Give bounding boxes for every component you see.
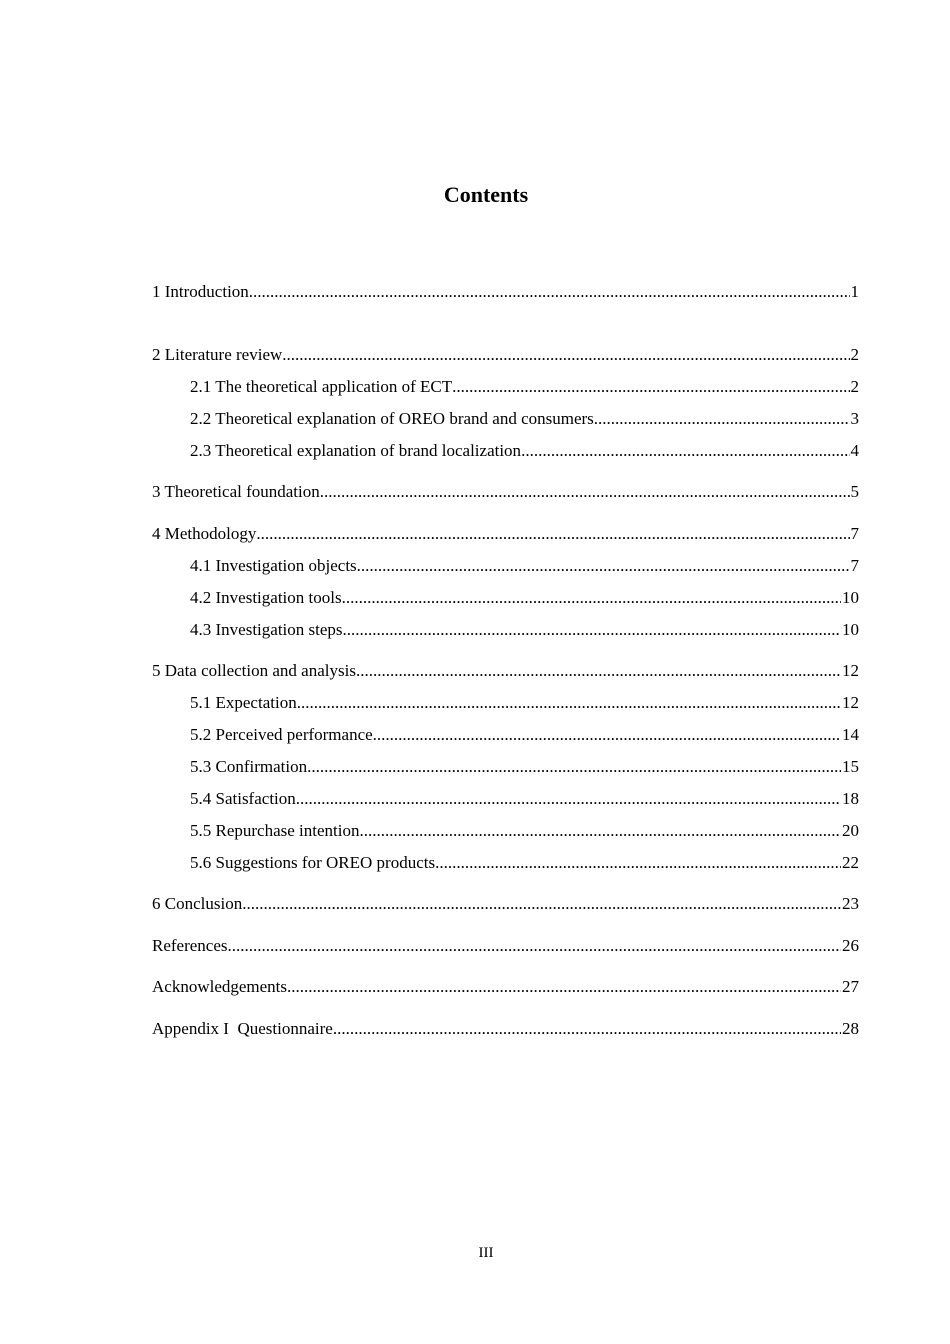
toc-entry-label: 4 Methodology bbox=[152, 524, 257, 543]
toc-entry-label: 2.3 Theoretical explanation of brand localization bbox=[190, 441, 522, 460]
toc-entry-data-collection[interactable] bbox=[152, 660, 859, 682]
toc-entry-page: 5 bbox=[850, 482, 859, 501]
toc-leader-dots bbox=[256, 523, 849, 545]
toc-entry-page: 3 bbox=[850, 409, 859, 428]
toc-entry-oreo-brand-consumers[interactable] bbox=[190, 408, 859, 430]
toc-entry-investigation-tools[interactable] bbox=[190, 587, 859, 609]
toc-entry-page: 10 bbox=[842, 620, 859, 639]
toc-entry-label: 4.2 Investigation tools bbox=[190, 588, 342, 607]
toc-leader-dots bbox=[228, 935, 841, 957]
toc-entry-satisfaction[interactable] bbox=[190, 788, 859, 810]
toc-entry-page: 2 bbox=[850, 345, 859, 364]
toc-entry-label: 1 Introduction bbox=[152, 282, 249, 301]
toc-leader-dots bbox=[307, 756, 841, 778]
toc-entry-expectation[interactable] bbox=[190, 692, 859, 714]
toc-entry-page: 7 bbox=[850, 524, 859, 543]
toc-entry-page: 12 bbox=[842, 693, 859, 712]
toc-leader-dots bbox=[435, 852, 841, 874]
toc-entry-label: 4.1 Investigation objects bbox=[190, 556, 357, 575]
toc-leader-dots bbox=[360, 820, 842, 842]
toc-leader-dots bbox=[296, 788, 841, 810]
toc-leader-dots bbox=[357, 555, 850, 577]
toc-entry-page: 1 bbox=[850, 282, 859, 301]
toc-entry-page: 27 bbox=[842, 977, 859, 996]
toc-entry-page: 23 bbox=[842, 894, 859, 913]
toc-entry-label: 5.3 Confirmation bbox=[190, 757, 308, 776]
toc-entry-page: 15 bbox=[842, 757, 859, 776]
toc-leader-dots bbox=[521, 440, 849, 462]
toc-entry-label: 6 Conclusion bbox=[152, 894, 243, 913]
toc-entry-label: 5.1 Expectation bbox=[190, 693, 297, 712]
toc-leader-dots bbox=[242, 893, 841, 915]
toc-entry-perceived-performance[interactable] bbox=[190, 724, 859, 746]
toc-entry-label: Appendix I Questionnaire bbox=[152, 1019, 333, 1038]
toc-leader-dots bbox=[594, 408, 850, 430]
toc-leader-dots bbox=[282, 344, 849, 366]
toc-entry-introduction[interactable] bbox=[152, 281, 859, 303]
toc-entry-page: 12 bbox=[842, 661, 859, 680]
toc-entry-page: 26 bbox=[842, 936, 859, 955]
toc-entry-page: 10 bbox=[842, 588, 859, 607]
toc-entry-page: 7 bbox=[850, 556, 859, 575]
toc-leader-dots bbox=[452, 376, 849, 398]
toc-entry-conclusion[interactable] bbox=[152, 893, 859, 915]
toc-entry-page: 20 bbox=[842, 821, 859, 840]
toc-entry-label: 2.2 Theoretical explanation of OREO brand and consumers bbox=[190, 409, 594, 428]
toc-entry-confirmation[interactable] bbox=[190, 756, 859, 778]
toc-entry-label: 2.1 The theoretical application of ECT bbox=[190, 377, 453, 396]
toc-entry-ect-application[interactable] bbox=[190, 376, 859, 398]
toc-leader-dots bbox=[373, 724, 841, 746]
toc-leader-dots bbox=[343, 619, 841, 641]
page-number: III bbox=[478, 1245, 494, 1261]
toc-entry-label: 5.2 Perceived performance bbox=[190, 725, 373, 744]
toc-leader-dots bbox=[333, 1018, 841, 1040]
toc-entry-label: 5.6 Suggestions for OREO products bbox=[190, 853, 436, 872]
toc-entry-page: 2 bbox=[850, 377, 859, 396]
toc-entry-label: 4.3 Investigation steps bbox=[190, 620, 343, 639]
toc-entry-methodology[interactable] bbox=[152, 523, 859, 545]
toc-entry-literature-review[interactable] bbox=[152, 344, 859, 366]
table-of-contents bbox=[152, 0, 859, 1344]
toc-entry-page: 14 bbox=[842, 725, 859, 744]
toc-entry-page: 28 bbox=[842, 1019, 859, 1038]
toc-entry-label: 5.5 Repurchase intention bbox=[190, 821, 360, 840]
toc-entry-label: 3 Theoretical foundation bbox=[152, 482, 320, 501]
toc-entry-page: 22 bbox=[842, 853, 859, 872]
toc-entry-label: 2 Literature review bbox=[152, 345, 283, 364]
toc-leader-dots bbox=[320, 481, 850, 503]
toc-entry-investigation-steps[interactable] bbox=[190, 619, 859, 641]
toc-entry-theoretical-foundation[interactable] bbox=[152, 481, 859, 503]
toc-leader-dots bbox=[249, 281, 850, 303]
toc-entry-brand-localization[interactable] bbox=[190, 440, 859, 462]
toc-entry-label: Acknowledgements bbox=[152, 977, 288, 996]
toc-leader-dots bbox=[287, 976, 841, 998]
toc-leader-dots bbox=[356, 660, 841, 682]
toc-leader-dots bbox=[342, 587, 841, 609]
toc-entry-label: 5.4 Satisfaction bbox=[190, 789, 296, 808]
toc-entry-references[interactable] bbox=[152, 935, 859, 957]
toc-entry-investigation-objects[interactable] bbox=[190, 555, 859, 577]
toc-leader-dots bbox=[297, 692, 841, 714]
page-title: Contents bbox=[443, 182, 529, 207]
toc-entry-page: 4 bbox=[850, 441, 859, 460]
toc-entry-page: 18 bbox=[842, 789, 859, 808]
toc-entry-repurchase-intention[interactable] bbox=[190, 820, 859, 842]
toc-entry-label: References bbox=[152, 936, 228, 955]
toc-entry-oreo-suggestions[interactable] bbox=[190, 852, 859, 874]
toc-entry-appendix-questionnaire[interactable] bbox=[152, 1018, 859, 1040]
toc-entry-acknowledgements[interactable] bbox=[152, 976, 859, 998]
toc-entry-label: 5 Data collection and analysis bbox=[152, 661, 356, 680]
